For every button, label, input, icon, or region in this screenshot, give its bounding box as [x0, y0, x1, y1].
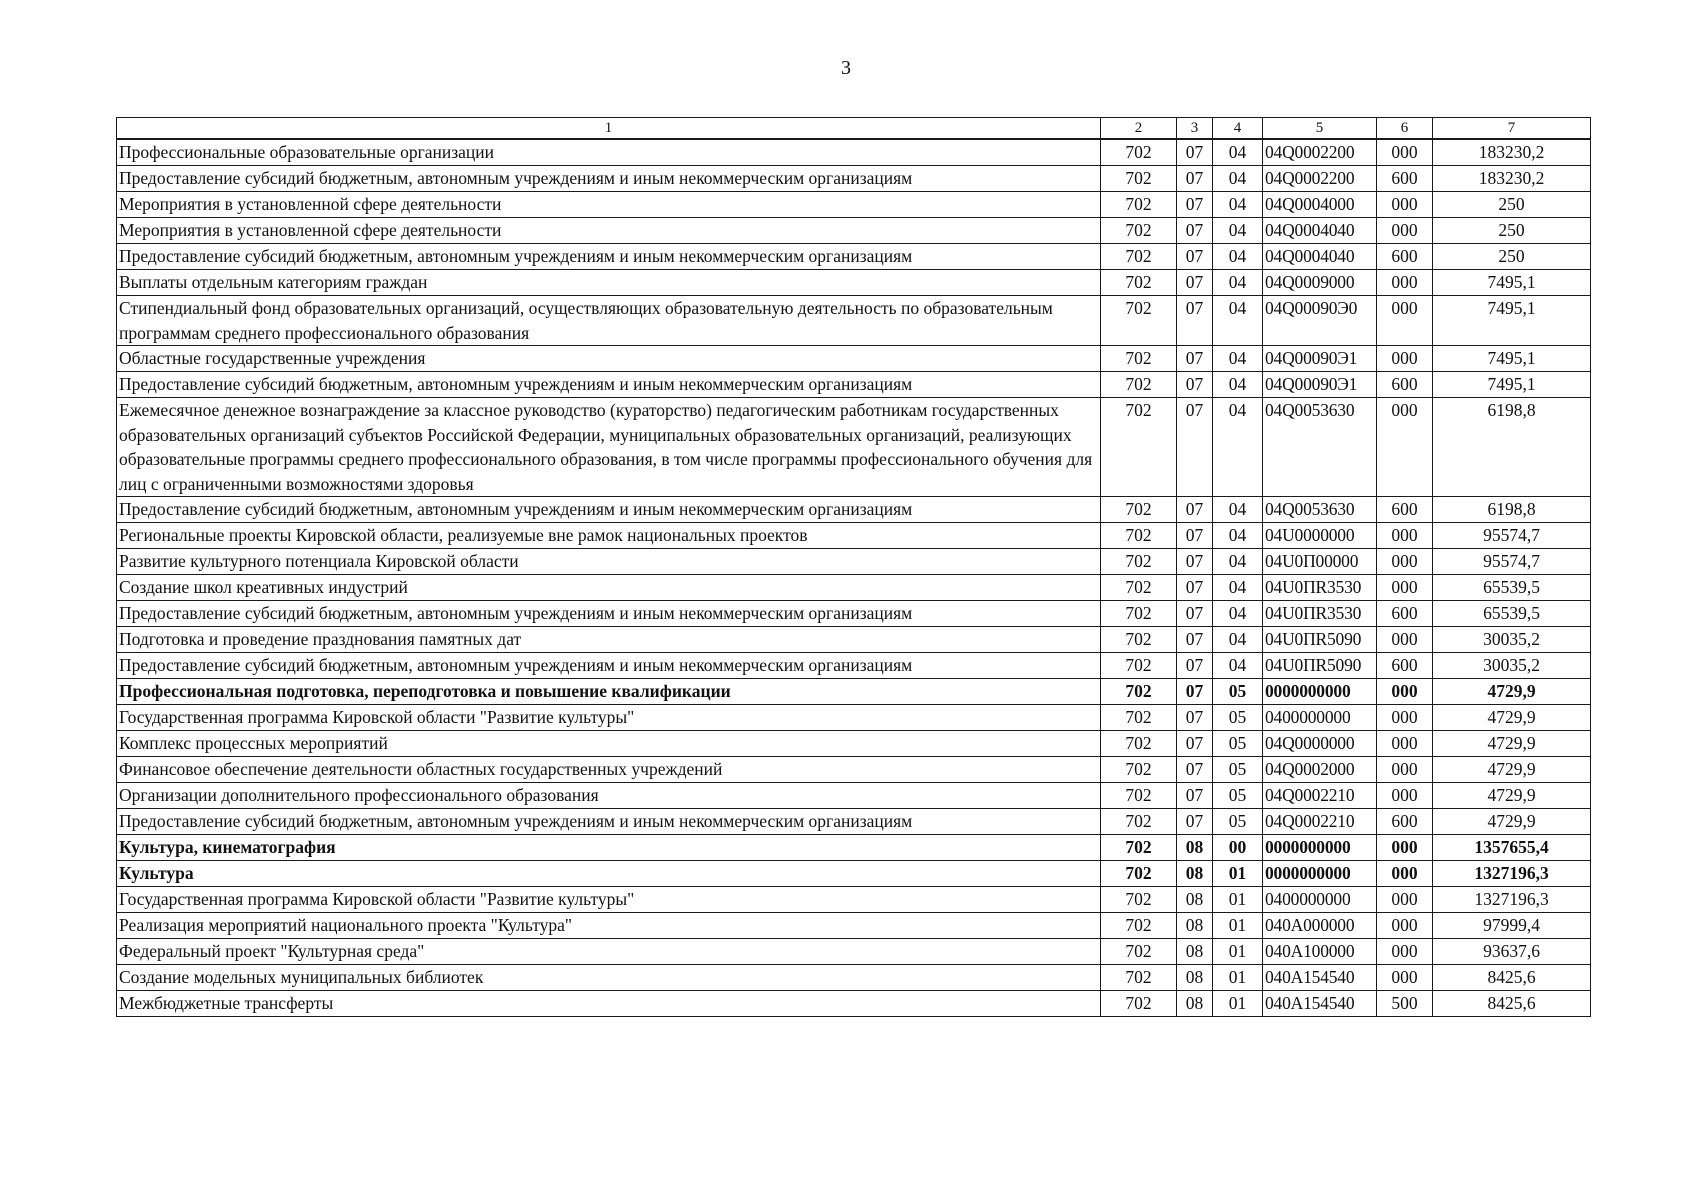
row-pr-cell: 04 [1213, 653, 1263, 679]
row-sum-cell: 65539,5 [1433, 575, 1591, 601]
row-rz-cell: 07 [1177, 757, 1213, 783]
row-vr-cell: 000 [1377, 731, 1433, 757]
row-pr-cell: 04 [1213, 372, 1263, 398]
row-vr-cell: 000 [1377, 192, 1433, 218]
row-vsr-cell: 702 [1101, 887, 1177, 913]
row-vr-cell: 000 [1377, 523, 1433, 549]
row-vr-cell: 600 [1377, 372, 1433, 398]
row-sum-cell: 1357655,4 [1433, 835, 1591, 861]
row-pr-cell: 01 [1213, 965, 1263, 991]
row-sum-cell: 250 [1433, 244, 1591, 270]
table-row [117, 575, 1591, 601]
row-rz-cell: 08 [1177, 913, 1213, 939]
row-vr-cell: 600 [1377, 166, 1433, 192]
row-pr-cell: 01 [1213, 861, 1263, 887]
row-name-cell: Финансовое обеспечение деятельности областных государственных учреждений [117, 757, 1101, 783]
row-csr-cell: 0000000000 [1263, 861, 1377, 887]
row-vr-cell: 000 [1377, 296, 1433, 346]
row-pr-cell: 04 [1213, 218, 1263, 244]
table-row [117, 653, 1591, 679]
row-csr-cell: 04U0ПR3530 [1263, 575, 1377, 601]
row-rz-cell: 07 [1177, 601, 1213, 627]
row-name-cell: Мероприятия в установленной сфере деятельности [117, 218, 1101, 244]
row-pr-cell: 04 [1213, 549, 1263, 575]
row-vsr-cell: 702 [1101, 835, 1177, 861]
table-row [117, 991, 1591, 1017]
row-rz-cell: 07 [1177, 731, 1213, 757]
row-csr-cell: 040A100000 [1263, 939, 1377, 965]
row-pr-cell: 05 [1213, 679, 1263, 705]
header-cell-5: 5 [1263, 118, 1377, 140]
row-sum-cell: 30035,2 [1433, 627, 1591, 653]
row-name-cell: Предоставление субсидий бюджетным, автономным учреждениям и иным некоммерческим организациям [117, 497, 1101, 523]
row-pr-cell: 05 [1213, 757, 1263, 783]
table-row [117, 913, 1591, 939]
row-sum-cell: 97999,4 [1433, 913, 1591, 939]
table-row [117, 809, 1591, 835]
row-vr-cell: 000 [1377, 939, 1433, 965]
row-sum-cell: 1327196,3 [1433, 861, 1591, 887]
row-name-cell: Государственная программа Кировской области "Развитие культуры" [117, 887, 1101, 913]
row-rz-cell: 08 [1177, 939, 1213, 965]
table-row [117, 939, 1591, 965]
row-vr-cell: 600 [1377, 653, 1433, 679]
table-row [117, 244, 1591, 270]
table-row [117, 398, 1591, 497]
row-pr-cell: 04 [1213, 139, 1263, 166]
row-name-cell: Предоставление субсидий бюджетным, автономным учреждениям и иным некоммерческим организациям [117, 653, 1101, 679]
table-row [117, 523, 1591, 549]
table-row [117, 296, 1591, 346]
row-csr-cell: 040A000000 [1263, 913, 1377, 939]
row-csr-cell: 04Q0009000 [1263, 270, 1377, 296]
table-row [117, 705, 1591, 731]
row-vr-cell: 000 [1377, 679, 1433, 705]
row-rz-cell: 08 [1177, 965, 1213, 991]
row-sum-cell: 6198,8 [1433, 398, 1591, 497]
table-row [117, 270, 1591, 296]
row-sum-cell: 4729,9 [1433, 705, 1591, 731]
row-name-cell: Развитие культурного потенциала Кировской области [117, 549, 1101, 575]
table-row [117, 887, 1591, 913]
row-rz-cell: 07 [1177, 166, 1213, 192]
row-csr-cell: 0400000000 [1263, 705, 1377, 731]
row-name-cell: Профессиональные образовательные организации [117, 139, 1101, 166]
header-cell-2: 2 [1101, 118, 1177, 140]
row-sum-cell: 1327196,3 [1433, 887, 1591, 913]
row-name-cell: Стипендиальный фонд образовательных организаций, осуществляющих образовательную деятельность по образовательным программам среднего профессионального образования [117, 296, 1101, 346]
table-row [117, 346, 1591, 372]
table-row [117, 783, 1591, 809]
row-pr-cell: 05 [1213, 809, 1263, 835]
row-pr-cell: 04 [1213, 296, 1263, 346]
row-sum-cell: 4729,9 [1433, 757, 1591, 783]
row-sum-cell: 7495,1 [1433, 270, 1591, 296]
page-number: 3 [841, 57, 851, 79]
row-csr-cell: 04Q0053630 [1263, 497, 1377, 523]
row-pr-cell: 01 [1213, 913, 1263, 939]
row-vr-cell: 600 [1377, 497, 1433, 523]
row-vsr-cell: 702 [1101, 653, 1177, 679]
row-name-cell: Федеральный проект "Культурная среда" [117, 939, 1101, 965]
row-csr-cell: 04Q0053630 [1263, 398, 1377, 497]
row-pr-cell: 04 [1213, 398, 1263, 497]
row-csr-cell: 0000000000 [1263, 835, 1377, 861]
row-name-cell: Комплекс процессных мероприятий [117, 731, 1101, 757]
row-csr-cell: 04Q00090Э1 [1263, 346, 1377, 372]
row-csr-cell: 04Q0004040 [1263, 244, 1377, 270]
row-vr-cell: 600 [1377, 244, 1433, 270]
row-csr-cell: 0400000000 [1263, 887, 1377, 913]
row-csr-cell: 04Q0002200 [1263, 166, 1377, 192]
row-vsr-cell: 702 [1101, 991, 1177, 1017]
row-vr-cell: 000 [1377, 913, 1433, 939]
row-vsr-cell: 702 [1101, 601, 1177, 627]
row-pr-cell: 04 [1213, 166, 1263, 192]
table-row [117, 627, 1591, 653]
header-cell-4: 4 [1213, 118, 1263, 140]
row-vr-cell: 600 [1377, 809, 1433, 835]
row-pr-cell: 04 [1213, 244, 1263, 270]
row-vr-cell: 000 [1377, 861, 1433, 887]
row-rz-cell: 07 [1177, 705, 1213, 731]
row-pr-cell: 04 [1213, 497, 1263, 523]
row-vsr-cell: 702 [1101, 809, 1177, 835]
row-sum-cell: 8425,6 [1433, 991, 1591, 1017]
row-csr-cell: 04Q0002200 [1263, 139, 1377, 166]
row-vsr-cell: 702 [1101, 270, 1177, 296]
row-vr-cell: 000 [1377, 887, 1433, 913]
row-name-cell: Создание школ креативных индустрий [117, 575, 1101, 601]
row-sum-cell: 4729,9 [1433, 679, 1591, 705]
row-rz-cell: 08 [1177, 835, 1213, 861]
row-name-cell: Областные государственные учреждения [117, 346, 1101, 372]
row-name-cell: Предоставление субсидий бюджетным, автономным учреждениям и иным некоммерческим организациям [117, 809, 1101, 835]
row-name-cell: Межбюджетные трансферты [117, 991, 1101, 1017]
row-sum-cell: 7495,1 [1433, 296, 1591, 346]
row-vsr-cell: 702 [1101, 372, 1177, 398]
row-vsr-cell: 702 [1101, 549, 1177, 575]
row-rz-cell: 07 [1177, 244, 1213, 270]
row-vr-cell: 000 [1377, 270, 1433, 296]
row-rz-cell: 07 [1177, 296, 1213, 346]
table-row [117, 497, 1591, 523]
row-pr-cell: 04 [1213, 601, 1263, 627]
row-pr-cell: 05 [1213, 731, 1263, 757]
table-row [117, 549, 1591, 575]
row-vsr-cell: 702 [1101, 965, 1177, 991]
row-rz-cell: 07 [1177, 809, 1213, 835]
row-sum-cell: 183230,2 [1433, 166, 1591, 192]
row-sum-cell: 183230,2 [1433, 139, 1591, 166]
row-vr-cell: 000 [1377, 139, 1433, 166]
row-csr-cell: 04Q0002000 [1263, 757, 1377, 783]
row-rz-cell: 07 [1177, 679, 1213, 705]
row-name-cell: Выплаты отдельным категориям граждан [117, 270, 1101, 296]
row-vsr-cell: 702 [1101, 244, 1177, 270]
row-rz-cell: 07 [1177, 372, 1213, 398]
row-rz-cell: 08 [1177, 887, 1213, 913]
header-cell-7: 7 [1433, 118, 1591, 140]
row-csr-cell: 04Q00090Э1 [1263, 372, 1377, 398]
header-cell-1: 1 [117, 118, 1101, 140]
table-row [117, 139, 1591, 166]
row-vsr-cell: 702 [1101, 679, 1177, 705]
row-name-cell: Предоставление субсидий бюджетным, автономным учреждениям и иным некоммерческим организациям [117, 166, 1101, 192]
table-row [117, 679, 1591, 705]
row-pr-cell: 04 [1213, 192, 1263, 218]
row-name-cell: Профессиональная подготовка, переподготовка и повышение квалификации [117, 679, 1101, 705]
row-rz-cell: 07 [1177, 627, 1213, 653]
row-rz-cell: 08 [1177, 991, 1213, 1017]
row-vr-cell: 600 [1377, 601, 1433, 627]
row-vsr-cell: 702 [1101, 523, 1177, 549]
table-row [117, 861, 1591, 887]
row-name-cell: Региональные проекты Кировской области, реализуемые вне рамок национальных проектов [117, 523, 1101, 549]
row-name-cell: Культура [117, 861, 1101, 887]
row-vr-cell: 000 [1377, 218, 1433, 244]
row-rz-cell: 07 [1177, 270, 1213, 296]
row-vr-cell: 500 [1377, 991, 1433, 1017]
row-pr-cell: 01 [1213, 887, 1263, 913]
row-csr-cell: 04Q0002210 [1263, 783, 1377, 809]
row-pr-cell: 04 [1213, 346, 1263, 372]
row-pr-cell: 05 [1213, 705, 1263, 731]
table-row [117, 601, 1591, 627]
table-row [117, 731, 1591, 757]
row-vsr-cell: 702 [1101, 757, 1177, 783]
row-rz-cell: 07 [1177, 192, 1213, 218]
header-cell-3: 3 [1177, 118, 1213, 140]
table-row [117, 965, 1591, 991]
row-vr-cell: 000 [1377, 835, 1433, 861]
row-vsr-cell: 702 [1101, 497, 1177, 523]
table-row [117, 835, 1591, 861]
row-csr-cell: 04U0П00000 [1263, 549, 1377, 575]
row-pr-cell: 04 [1213, 627, 1263, 653]
row-sum-cell: 4729,9 [1433, 783, 1591, 809]
row-csr-cell: 040A154540 [1263, 965, 1377, 991]
table-row [117, 218, 1591, 244]
row-name-cell: Предоставление субсидий бюджетным, автономным учреждениям и иным некоммерческим организациям [117, 372, 1101, 398]
header-cell-6: 6 [1377, 118, 1433, 140]
row-vsr-cell: 702 [1101, 346, 1177, 372]
row-rz-cell: 07 [1177, 398, 1213, 497]
row-vr-cell: 000 [1377, 965, 1433, 991]
row-vsr-cell: 702 [1101, 166, 1177, 192]
row-vsr-cell: 702 [1101, 783, 1177, 809]
row-csr-cell: 04U0ПR3530 [1263, 601, 1377, 627]
row-name-cell: Предоставление субсидий бюджетным, автономным учреждениям и иным некоммерческим организациям [117, 244, 1101, 270]
row-pr-cell: 05 [1213, 783, 1263, 809]
row-name-cell: Организации дополнительного профессионального образования [117, 783, 1101, 809]
budget-table [116, 117, 1591, 1017]
row-rz-cell: 07 [1177, 575, 1213, 601]
row-csr-cell: 04Q0000000 [1263, 731, 1377, 757]
table-row [117, 166, 1591, 192]
row-csr-cell: 04Q00090Э0 [1263, 296, 1377, 346]
row-name-cell: Государственная программа Кировской области "Развитие культуры" [117, 705, 1101, 731]
row-sum-cell: 250 [1433, 192, 1591, 218]
row-sum-cell: 7495,1 [1433, 346, 1591, 372]
row-vr-cell: 000 [1377, 575, 1433, 601]
row-pr-cell: 01 [1213, 939, 1263, 965]
row-vsr-cell: 702 [1101, 398, 1177, 497]
row-sum-cell: 65539,5 [1433, 601, 1591, 627]
row-pr-cell: 00 [1213, 835, 1263, 861]
row-name-cell: Мероприятия в установленной сфере деятельности [117, 192, 1101, 218]
row-rz-cell: 07 [1177, 497, 1213, 523]
row-sum-cell: 6198,8 [1433, 497, 1591, 523]
row-name-cell: Создание модельных муниципальных библиотек [117, 965, 1101, 991]
table-row [117, 757, 1591, 783]
row-sum-cell: 95574,7 [1433, 523, 1591, 549]
row-pr-cell: 04 [1213, 575, 1263, 601]
table-row [117, 372, 1591, 398]
row-name-cell: Ежемесячное денежное вознаграждение за классное руководство (кураторство) педагогическим работникам государственных образовательных организаций субъектов Российской Федерации, муниципальных образовательных организаций, реализующих образовательные программы среднего профессионального образования, в том числе программы профессионального обучения для лиц с ограниченными возможностями здоровья [117, 398, 1101, 497]
row-vr-cell: 000 [1377, 346, 1433, 372]
row-sum-cell: 95574,7 [1433, 549, 1591, 575]
row-vr-cell: 000 [1377, 627, 1433, 653]
row-vsr-cell: 702 [1101, 575, 1177, 601]
row-vr-cell: 000 [1377, 705, 1433, 731]
table-row [117, 192, 1591, 218]
row-vr-cell: 000 [1377, 398, 1433, 497]
row-sum-cell: 8425,6 [1433, 965, 1591, 991]
row-csr-cell: 0000000000 [1263, 679, 1377, 705]
row-csr-cell: 04U0000000 [1263, 523, 1377, 549]
row-csr-cell: 04Q0004040 [1263, 218, 1377, 244]
row-pr-cell: 04 [1213, 270, 1263, 296]
row-vr-cell: 000 [1377, 757, 1433, 783]
row-sum-cell: 93637,6 [1433, 939, 1591, 965]
row-name-cell: Предоставление субсидий бюджетным, автономным учреждениям и иным некоммерческим организациям [117, 601, 1101, 627]
row-vr-cell: 000 [1377, 549, 1433, 575]
row-csr-cell: 04U0ПR5090 [1263, 653, 1377, 679]
row-vr-cell: 000 [1377, 783, 1433, 809]
row-sum-cell: 30035,2 [1433, 653, 1591, 679]
row-rz-cell: 07 [1177, 346, 1213, 372]
row-vsr-cell: 702 [1101, 296, 1177, 346]
row-csr-cell: 040A154540 [1263, 991, 1377, 1017]
row-sum-cell: 7495,1 [1433, 372, 1591, 398]
row-vsr-cell: 702 [1101, 939, 1177, 965]
row-rz-cell: 07 [1177, 783, 1213, 809]
row-rz-cell: 07 [1177, 549, 1213, 575]
row-sum-cell: 4729,9 [1433, 731, 1591, 757]
row-sum-cell: 250 [1433, 218, 1591, 244]
row-name-cell: Культура, кинематография [117, 835, 1101, 861]
row-pr-cell: 04 [1213, 523, 1263, 549]
row-name-cell: Реализация мероприятий национального проекта "Культура" [117, 913, 1101, 939]
row-pr-cell: 01 [1213, 991, 1263, 1017]
row-csr-cell: 04Q0002210 [1263, 809, 1377, 835]
row-sum-cell: 4729,9 [1433, 809, 1591, 835]
row-csr-cell: 04Q0004000 [1263, 192, 1377, 218]
row-name-cell: Подготовка и проведение празднования памятных дат [117, 627, 1101, 653]
row-vsr-cell: 702 [1101, 731, 1177, 757]
row-rz-cell: 07 [1177, 218, 1213, 244]
row-rz-cell: 07 [1177, 523, 1213, 549]
row-vsr-cell: 702 [1101, 627, 1177, 653]
row-csr-cell: 04U0ПR5090 [1263, 627, 1377, 653]
row-vsr-cell: 702 [1101, 861, 1177, 887]
row-rz-cell: 07 [1177, 653, 1213, 679]
row-rz-cell: 07 [1177, 139, 1213, 166]
row-vsr-cell: 702 [1101, 705, 1177, 731]
row-vsr-cell: 702 [1101, 913, 1177, 939]
row-rz-cell: 08 [1177, 861, 1213, 887]
row-vsr-cell: 702 [1101, 192, 1177, 218]
row-vsr-cell: 702 [1101, 218, 1177, 244]
row-vsr-cell: 702 [1101, 139, 1177, 166]
table-header-row [117, 118, 1591, 140]
